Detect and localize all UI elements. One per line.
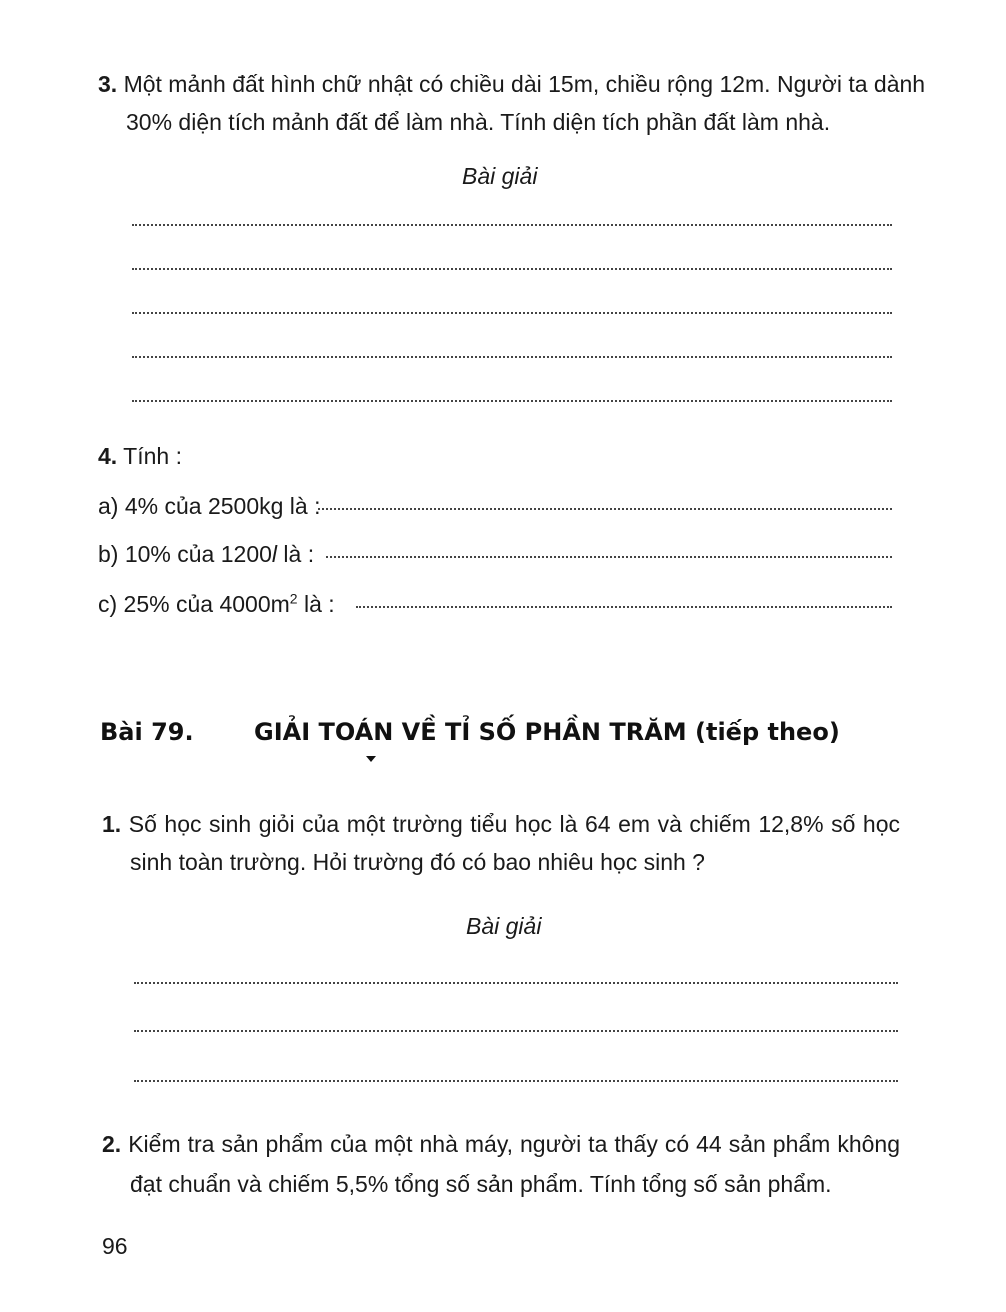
exercise-4-item-a: a) 4% của 2500kg là : — [98, 493, 321, 519]
exercise-4 — [98, 436, 182, 476]
answer-line[interactable] — [134, 1080, 898, 1082]
exercise-1 — [102, 804, 900, 844]
exercise-2-line-1: Kiểm tra sản phẩm của một nhà máy, người ta thấy có 44 sản phẩm không — [128, 1131, 901, 1157]
exercise-1-line-2: sinh toàn trường. Hỏi trường đó có bao nhiêu học sinh ? — [130, 849, 705, 875]
answer-line[interactable] — [132, 224, 892, 226]
item-c-suffix: là : — [297, 591, 335, 617]
answer-line[interactable] — [134, 1030, 898, 1032]
answer-line[interactable] — [132, 268, 892, 270]
answer-line[interactable] — [326, 556, 892, 558]
lesson-title: GIẢI TOÁN VỀ TỈ SỐ PHẦN TRĂM (tiếp theo) — [254, 718, 840, 746]
answer-line[interactable] — [318, 508, 892, 510]
exercise-2 — [102, 1124, 900, 1164]
exercise-4-item-c — [98, 584, 335, 624]
exercise-3-solution-label: Bài giải — [462, 163, 538, 189]
item-b-unit: l — [271, 541, 278, 567]
answer-line[interactable] — [356, 606, 892, 608]
answer-line[interactable] — [132, 400, 892, 402]
lesson-number: Bài 79. — [100, 718, 194, 746]
item-c-text: c) 25% của 4000m — [98, 591, 290, 617]
exercise-3 — [98, 64, 925, 104]
item-c-exponent: 2 — [289, 590, 298, 607]
exercise-1-line-1: Số học sinh giỏi của một trường tiểu học là 64 em và chiếm 12,8% số học — [128, 811, 900, 837]
exercise-4-title: Tính : — [123, 443, 182, 469]
exercise-4-item-b — [98, 534, 314, 574]
page-number: 96 — [102, 1233, 128, 1259]
exercise-1-number: 1. — [102, 811, 122, 837]
item-b-suffix: là : — [277, 541, 315, 567]
exercise-3-line-2: 30% diện tích mảnh đất để làm nhà. Tính diện tích phần đất làm nhà. — [126, 109, 831, 135]
mark-icon — [366, 756, 376, 762]
exercise-2-line-2: đạt chuẩn và chiếm 5,5% tổng số sản phẩm. Tính tổng số sản phẩm. — [130, 1171, 832, 1197]
exercise-3-number: 3. — [98, 71, 118, 97]
exercise-1-solution-label: Bài giải — [466, 913, 542, 939]
item-b-text: b) 10% của 1200 — [98, 541, 272, 567]
exercise-3-line-1: Một mảnh đất hình chữ nhật có chiều dài 15m, chiều rộng 12m. Người ta dành — [123, 71, 926, 97]
answer-line[interactable] — [132, 312, 892, 314]
exercise-4-number: 4. — [98, 443, 118, 469]
answer-line[interactable] — [134, 982, 898, 984]
exercise-2-number: 2. — [102, 1131, 122, 1157]
answer-line[interactable] — [132, 356, 892, 358]
